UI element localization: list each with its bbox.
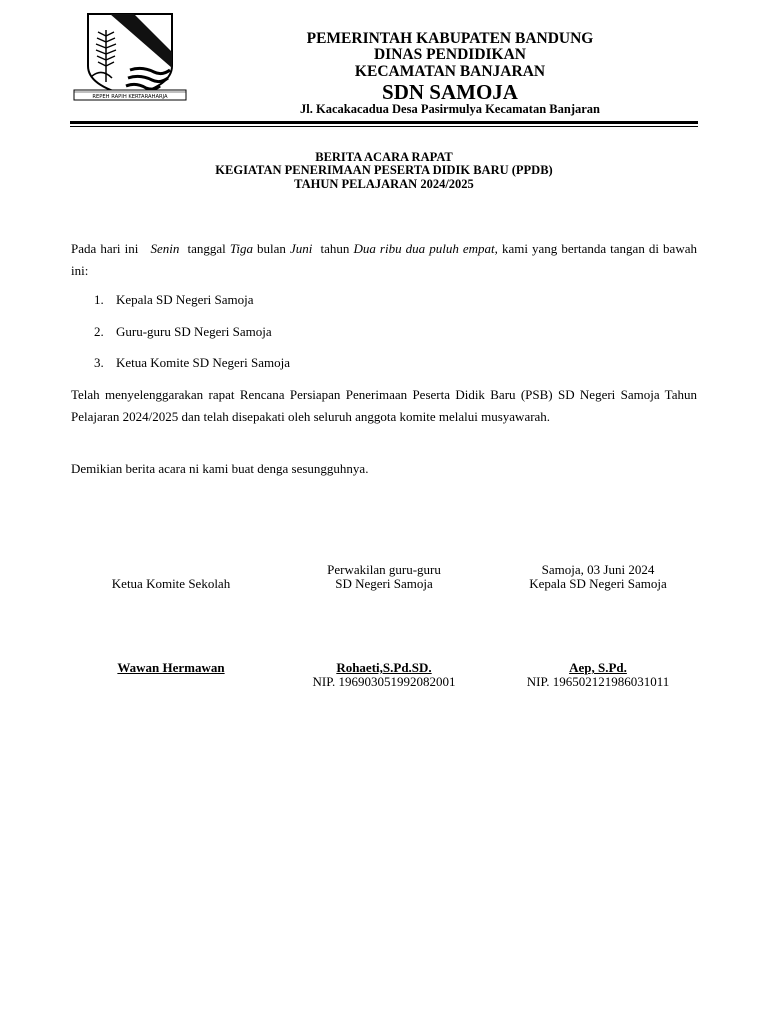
document-title: BERITA ACARA RAPAT — [315, 150, 453, 164]
header-department: DINAS PENDIDIKAN — [373, 46, 526, 63]
intro-month: Juni — [290, 241, 313, 256]
letterhead-divider-thin — [70, 126, 698, 127]
signature-nip-teacher: NIP. 196903051992082001 — [312, 674, 456, 689]
list-item: 3. Ketua Komite SD Negeri Samoja — [94, 355, 291, 370]
document-year: TAHUN PELAJARAN 2024/2025 — [294, 177, 474, 191]
signature-role-teachers: Perwakilan guru-guru — [327, 562, 441, 577]
header-address: Jl. Kacakacadua Desa Pasirmulya Kecamatan Banjaran — [300, 102, 600, 116]
svg-text:REPEH RAPIH KERTARAHARJA: REPEH RAPIH KERTARAHARJA — [92, 94, 168, 100]
list-item: 2. Guru-guru SD Negeri Samoja — [94, 324, 272, 339]
header-school-name: SDN SAMOJA — [382, 80, 518, 104]
signature-role-committee: Ketua Komite Sekolah — [111, 576, 231, 591]
body-paragraph: Telah menyelenggarakan rapat Rencana Persiapan Penerimaan Peserta Didik Baru (PSB) SD Negeri Samoja Tahun Pelajaran 2024/2025 dan telah disepakati oleh seluruh anggota komite melalui musyawarah. — [71, 387, 697, 424]
signature-name-teacher: Rohaeti,S.Pd.SD. — [336, 660, 432, 675]
signature-nip-principal: NIP. 196502121986031011 — [526, 674, 670, 689]
intro-year: Dua ribu dua puluh empat, — [353, 241, 498, 256]
signature-role-principal: Kepala SD Negeri Samoja — [529, 576, 667, 591]
signature-name-committee: Wawan Hermawan — [117, 660, 225, 675]
intro-day: Senin — [150, 241, 180, 256]
header-district: KECAMATAN BANJARAN — [354, 63, 546, 80]
signature-place-date: Samoja, 03 Juni 2024 — [541, 562, 655, 577]
document-subtitle: KEGIATAN PENERIMAAN PESERTA DIDIK BARU (PPDB) — [215, 163, 553, 177]
list-item: 1. Kepala SD Negeri Samoja — [94, 292, 254, 307]
closing-paragraph: Demikian berita acara ni kami buat denga sesungguhnya. — [71, 461, 369, 476]
kabupaten-bandung-emblem-icon — [72, 12, 188, 104]
letterhead-divider-thick — [70, 121, 698, 124]
school-logo — [72, 12, 188, 104]
signature-role-teachers-school: SD Negeri Samoja — [335, 576, 433, 591]
signature-name-principal: Aep, S.Pd. — [569, 660, 627, 675]
header-government: PEMERINTAH KABUPATEN BANDUNG — [306, 30, 594, 47]
intro-date: Tiga — [229, 241, 253, 256]
intro-paragraph: Pada hari ini Senin tanggal Tiga bulan Juni tahun Dua ribu dua puluh empat, kami yang bertanda tangan di bawah ini: — [71, 241, 697, 278]
